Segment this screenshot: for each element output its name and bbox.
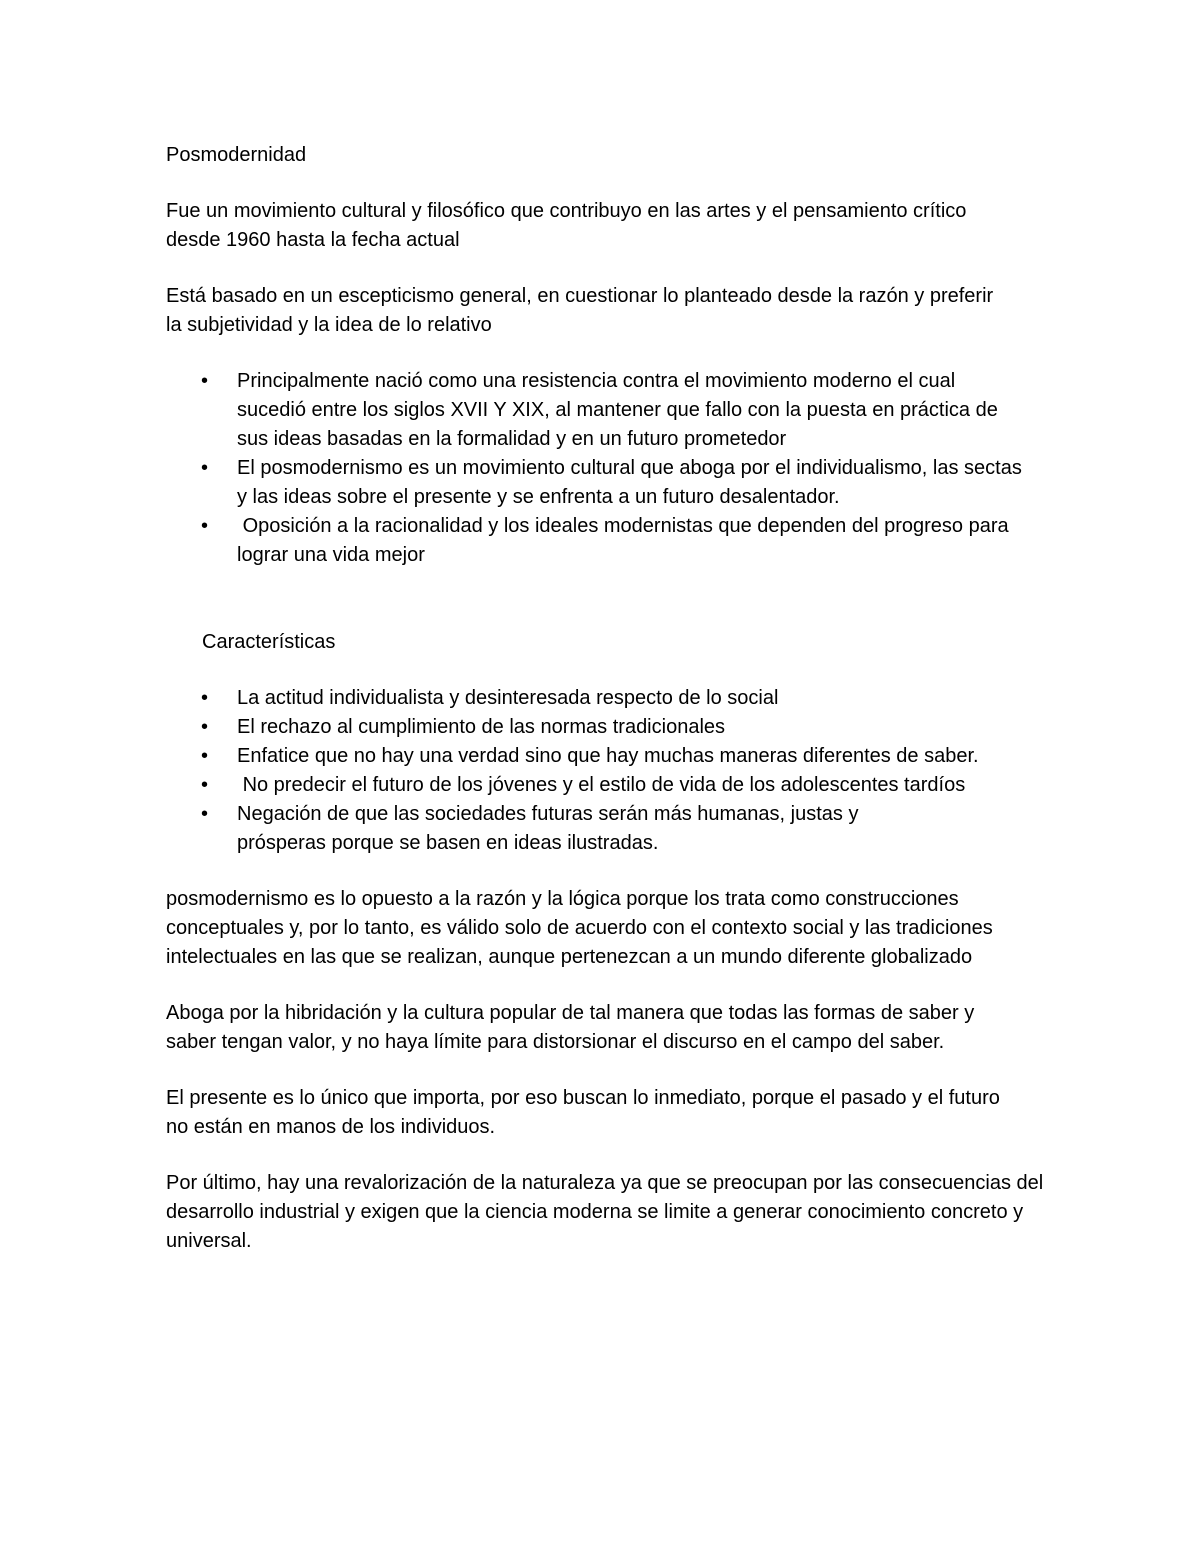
list-item-text: No predecir el futuro de los jóvenes y el estilo de vida de los adolescentes tardíos [237,774,966,796]
list-item-text: La actitud individualista y desinteresada respecto de lo social [237,687,779,709]
closing-paragraph-4: Por último, hay una revalorización de la naturaleza ya que se preocupan por las consecuencias del desarrollo industrial y exigen que la ciencia moderna se limite a generar conocimiento concreto y universal. [166,1172,1044,1252]
list-item-text: Enfatice que no hay una verdad sino que hay muchas maneras diferentes de saber. [237,745,979,767]
intro-paragraph-2: Está basado en un escepticismo general, en cuestionar lo planteado desde la razón y preferir la subjetividad y la idea de lo relativo [166,285,994,336]
list-item-text: Principalmente nació como una resistencia contra el movimiento moderno el cual sucedió entre los siglos XVII Y XIX, al mantener que fallo con la puesta en práctica de sus ideas basadas en la formalidad y en un futuro prometedor [237,370,998,450]
bullet-icon: • [201,457,209,479]
bullet-icon: • [201,803,209,825]
closing-paragraph-2: Aboga por la hibridación y la cultura popular de tal manera que todas las formas de saber y saber tengan valor, y no haya límite para distorsionar el discurso en el campo del saber. [166,1002,975,1053]
closing-paragraph-3: El presente es lo único que importa, por eso buscan lo inmediato, porque el pasado y el futuro no están en manos de los individuos. [166,1087,1000,1138]
document-title: Posmodernidad [166,144,307,166]
bullet-icon: • [201,774,209,796]
document-page [166,141,1046,1283]
bullet-icon: • [201,370,209,392]
list-item-text: El rechazo al cumplimiento de las normas tradicionales [237,716,726,738]
list-item [166,742,1046,771]
list-item [166,713,1046,742]
spacer [166,858,1046,885]
bullet-icon: • [201,687,209,709]
list-item-text: El posmodernismo es un movimiento cultural que aboga por el individualismo, las sectas y las ideas sobre el presente y se enfrenta a un futuro desalentador. [237,457,1022,508]
first-bullet-list [166,367,1026,570]
bullet-icon: • [201,515,209,537]
list-item [166,771,1046,800]
list-item [166,367,1026,454]
list-item [166,800,877,858]
characteristics-bullet-list [166,684,1046,858]
spacer [166,570,1046,628]
intro-paragraph-1: Fue un movimiento cultural y filosófico que contribuyo en las artes y el pensamiento crítico desde 1960 hasta la fecha actual [166,200,967,251]
list-item-text: Oposición a la racionalidad y los ideales modernistas que dependen del progreso para lograr una vida mejor [237,515,1015,566]
characteristics-heading: Características [202,631,336,653]
bullet-icon: • [201,745,209,767]
closing-paragraph-1: posmodernismo es lo opuesto a la razón y la lógica porque los trata como construcciones conceptuales y, por lo tanto, es válido solo de acuerdo con el contexto social y las tradiciones intelectuales en las que se realizan, aunque pertenezcan a un mundo diferente globalizado [166,888,993,968]
bullet-icon: • [201,716,209,738]
list-item [166,684,1046,713]
list-item [166,454,1026,512]
list-item [166,512,1026,570]
list-item-text: Negación de que las sociedades futuras serán más humanas, justas y prósperas porque se basen en ideas ilustradas. [237,803,859,854]
